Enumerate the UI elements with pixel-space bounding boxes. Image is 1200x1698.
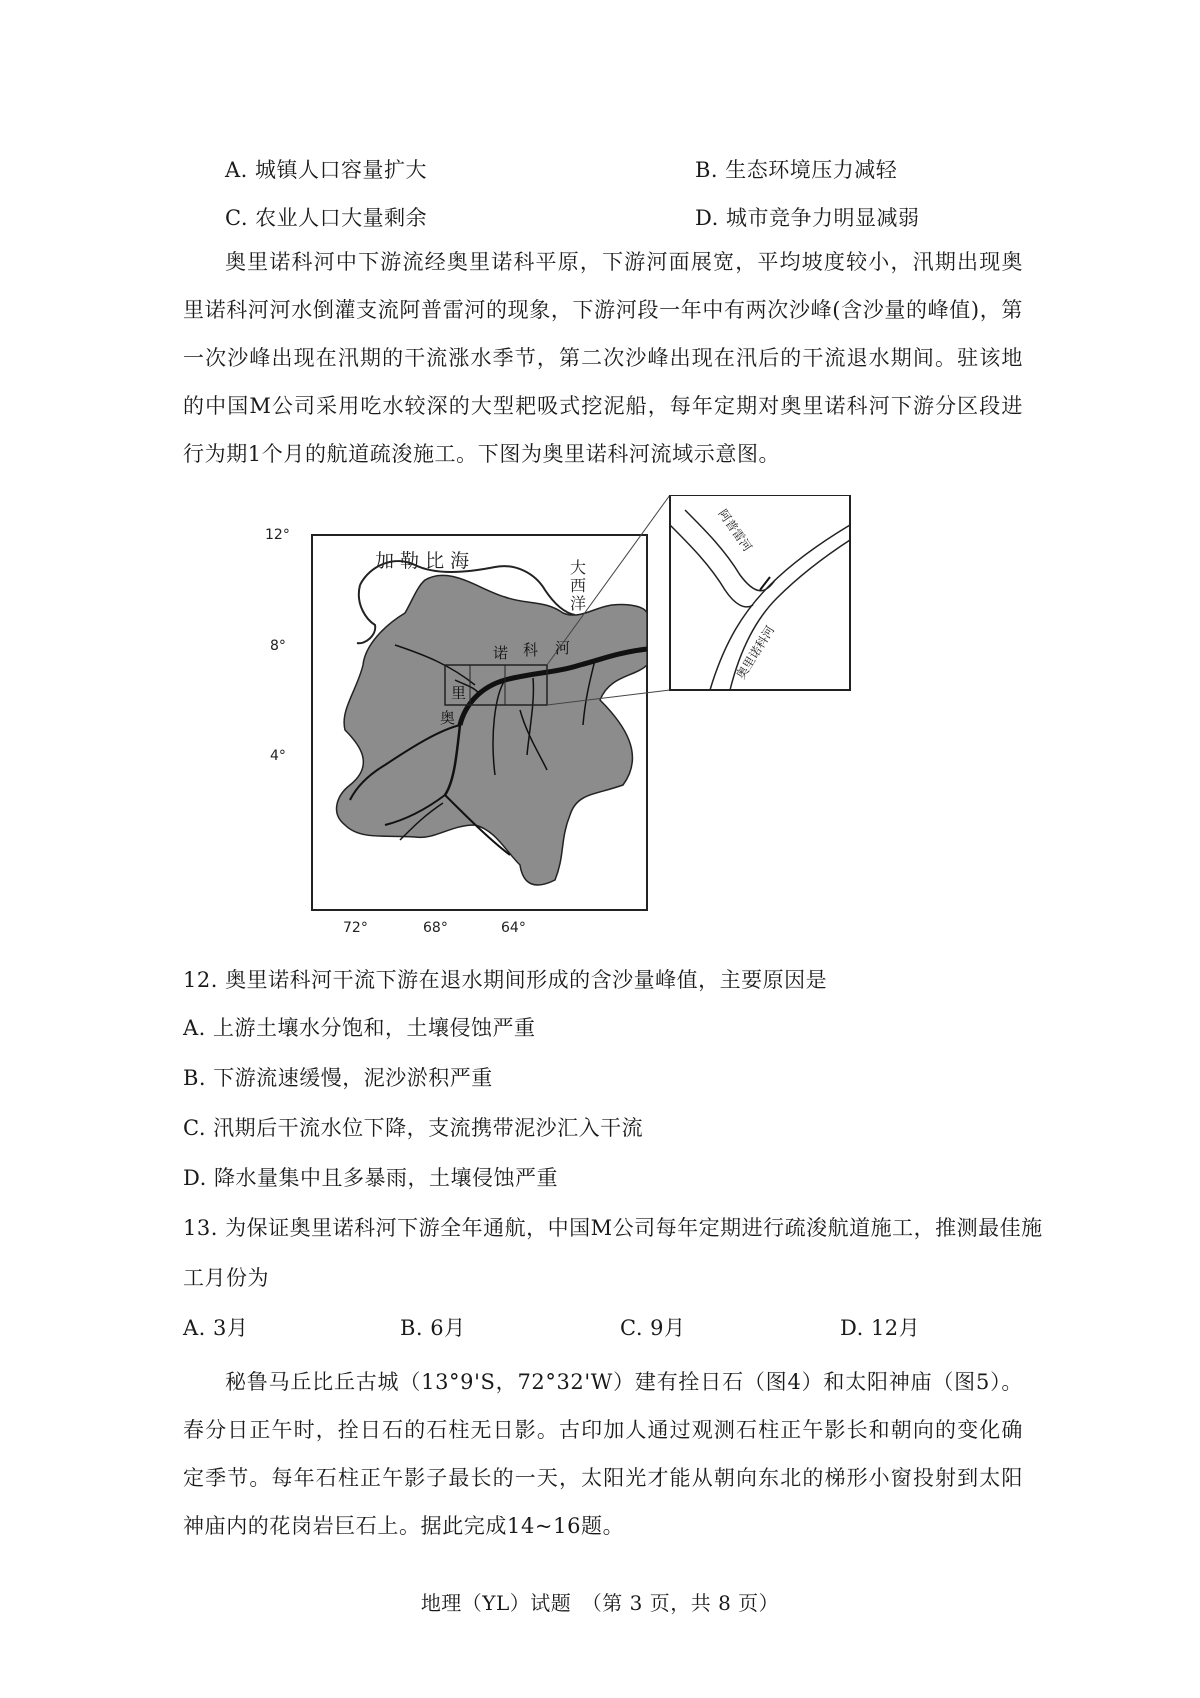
river-label-ao: 奥 [440, 709, 456, 727]
q13-stem-line2: 工月份为 [183, 1266, 269, 1290]
lat-label-4: 4° [270, 748, 286, 764]
q11-option-a: A. 城镇人口容量扩大 [225, 158, 428, 182]
lat-label-12: 12° [265, 527, 290, 543]
q11-option-b: B. 生态环境压力减轻 [695, 158, 898, 182]
inset-frame [670, 495, 850, 690]
river-label-nuo: 诺 [493, 644, 509, 662]
q11-option-c: C. 农业人口大量剩余 [225, 206, 428, 230]
lon-label-68: 68° [423, 920, 448, 935]
q13-option-b: B. 6月 [400, 1316, 466, 1340]
q13-option-a: A. 3月 [183, 1316, 249, 1340]
lon-label-72: 72° [343, 920, 368, 935]
q11-option-d: D. 城市竞争力明显减弱 [695, 206, 920, 230]
inset-label-apure: 阿普雷河 [715, 506, 755, 555]
page-footer: 地理（YL）试题 （第 3 页，共 8 页） [420, 1591, 780, 1615]
passage-orinoco: 奥里诺科河中下游流经奥里诺科平原，下游河面展宽，平均坡度较小，汛期出现奥里诺科河河水倒灌支流阿普雷河的现象，下游河段一年中有两次沙峰(含沙量的峰值)，第一次沙峰出现在汛期的干流涨水季节，第二次沙峰出现在汛后的干流退水期间。驻该地的中国M公司采用吃水较深的大型耙吸式挖泥船，每年定期对奥里诺科河下游分区段进行为期1个月的航道疏浚施工。下图为奥里诺科河流域示意图。 [183, 250, 1023, 466]
river-label-li: 里 [451, 684, 467, 702]
q13-stem-line1: 13. 为保证奥里诺科河下游全年通航，中国M公司每年定期进行疏浚航道施工，推测最佳施 [183, 1216, 1043, 1240]
q12-option-c: C. 汛期后干流水位下降，支流携带泥沙汇入干流 [183, 1116, 644, 1140]
orinoco-basin-map [265, 495, 955, 935]
q13-option-d: D. 12月 [840, 1316, 921, 1340]
q13-option-c: C. 9月 [620, 1316, 686, 1340]
q12-option-a: A. 上游土壤水分饱和，土壤侵蚀严重 [183, 1016, 536, 1040]
q12-stem: 12. 奥里诺科河干流下游在退水期间形成的含沙量峰值，主要原因是 [183, 968, 828, 992]
lon-label-64: 64° [501, 920, 526, 935]
q12-option-b: B. 下游流速缓慢，泥沙淤积严重 [183, 1066, 493, 1090]
inset-label-orinoco: 奥里诺科河 [733, 623, 778, 682]
river-label-ke: 科 [523, 641, 539, 659]
ocean-label-1: 大 [570, 558, 587, 577]
q12-option-d: D. 降水量集中且多暴雨，土壤侵蚀严重 [183, 1166, 558, 1190]
lat-label-8: 8° [270, 638, 286, 654]
caribbean-sea-label: 加 勒 比 海 [375, 550, 470, 572]
river-label-he: 河 [555, 639, 571, 657]
passage-machu-picchu: 秘鲁马丘比丘古城（13°9'S，72°32'W）建有拴日石（图4）和太阳神庙（图5）。春分日正午时，拴日石的石柱无日影。古印加人通过观测石柱正午影长和朝向的变化确定季节。每年石柱正午影子最长的一天，太阳光才能从朝向东北的梯形小窗投射到太阳神庙内的花岗岩巨石上。据此完成14~16题。 [183, 1370, 1023, 1538]
ocean-label-3: 洋 [570, 594, 587, 613]
ocean-label-2: 西 [570, 576, 587, 595]
